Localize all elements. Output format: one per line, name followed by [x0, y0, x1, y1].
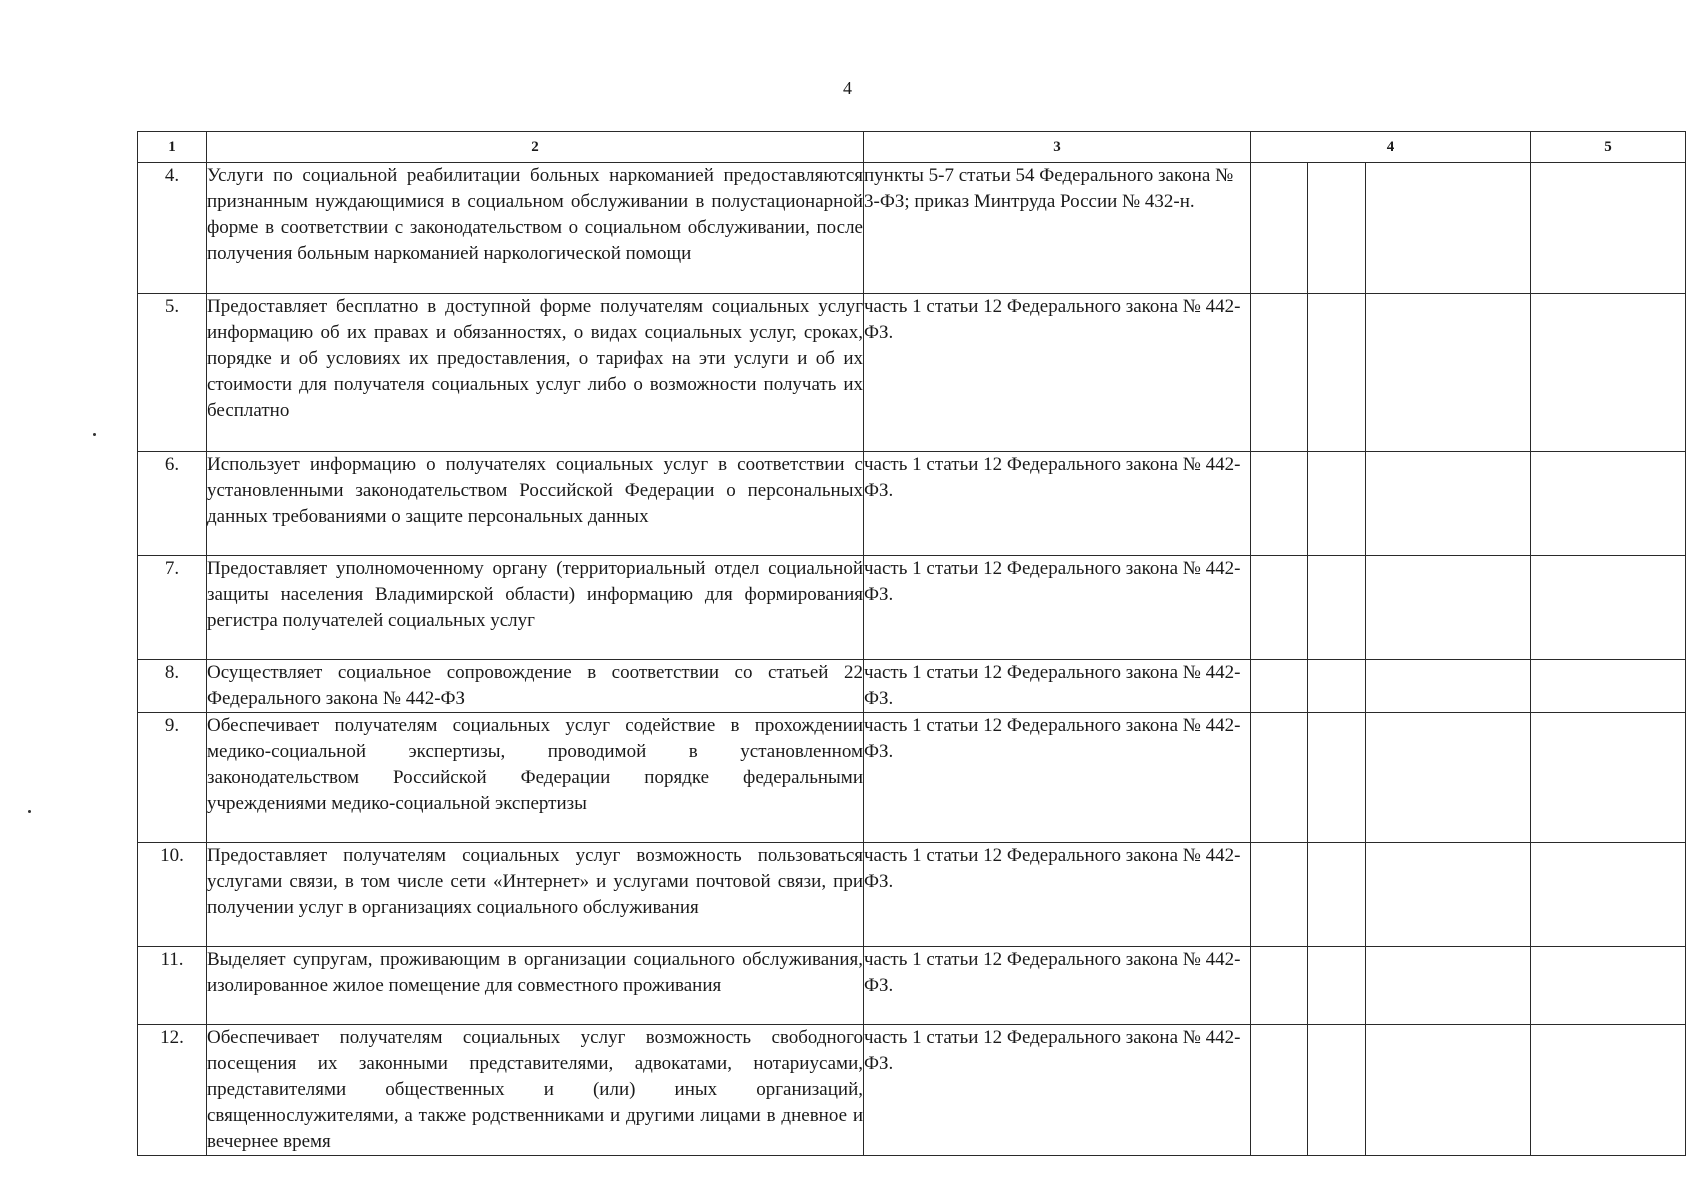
empty-cell-5: [1531, 947, 1686, 1025]
table-row: [138, 713, 1686, 843]
legal-basis: часть 1 статьи 12 Федерального закона № 442-ФЗ.: [864, 947, 1251, 1025]
empty-cell-4b: [1308, 163, 1366, 294]
requirement-text: Осуществляет социальное сопровождение в соответствии со статьей 22 Федерального закона № 442-ФЗ: [207, 660, 864, 713]
empty-cell-5: [1531, 1025, 1686, 1156]
table-row: [138, 294, 1686, 452]
table-header-row: [138, 132, 1686, 163]
empty-cell-5: [1531, 843, 1686, 947]
row-number: 11.: [138, 947, 207, 1025]
empty-cell-4b: [1308, 452, 1366, 556]
row-number: 4.: [138, 163, 207, 294]
legal-basis: часть 1 статьи 12 Федерального закона № 442-ФЗ.: [864, 452, 1251, 556]
empty-cell-4b: [1308, 294, 1366, 452]
empty-cell-4a: [1251, 294, 1308, 452]
row-number: 8.: [138, 660, 207, 713]
column-header-1: 1: [138, 132, 207, 163]
empty-cell-4a: [1251, 556, 1308, 660]
empty-cell-4b: [1308, 947, 1366, 1025]
requirement-text: Обеспечивает получателям социальных услуг содействие в прохождении медико-социальной экспертизы, проводимой в установленном законодательством Российской Федерации порядке федеральными учреждениями медико-социальной экспертизы: [207, 713, 864, 843]
empty-cell-4c: [1366, 843, 1531, 947]
empty-cell-4b: [1308, 660, 1366, 713]
empty-cell-5: [1531, 713, 1686, 843]
empty-cell-4b: [1308, 1025, 1366, 1156]
empty-cell-4b: [1308, 713, 1366, 843]
requirement-text: Предоставляет получателям социальных услуг возможность пользоваться услугами связи, в том числе сети «Интернет» и услугами почтовой связи, при получении услуг в организациях социального обслуживания: [207, 843, 864, 947]
table-row: [138, 556, 1686, 660]
empty-cell-4b: [1308, 843, 1366, 947]
empty-cell-4c: [1366, 452, 1531, 556]
row-number: 12.: [138, 1025, 207, 1156]
legal-basis: часть 1 статьи 12 Федерального закона № 442-ФЗ.: [864, 843, 1251, 947]
legal-basis: часть 1 статьи 12 Федерального закона № 442-ФЗ.: [864, 294, 1251, 452]
empty-cell-4a: [1251, 452, 1308, 556]
legal-basis: часть 1 статьи 12 Федерального закона № 442-ФЗ.: [864, 713, 1251, 843]
column-header-2: 2: [207, 132, 864, 163]
requirements-table: [137, 131, 1686, 1156]
table-row: [138, 660, 1686, 713]
requirement-text: Использует информацию о получателях социальных услуг в соответствии с установленными законодательством Российской Федерации о персональных данных требованиями о защите персональных данных: [207, 452, 864, 556]
page-number: 4: [843, 78, 852, 98]
column-header-4: 4: [1251, 132, 1531, 163]
empty-cell-4a: [1251, 1025, 1308, 1156]
requirement-text: Предоставляет бесплатно в доступной форме получателям социальных услуг информацию об их правах и обязанностях, о видах социальных услуг, сроках, порядке и об условиях их предоставления, о тарифах на эти услуги и об их стоимости для получателя социальных услуг либо о возможности получать их бесплатно: [207, 294, 864, 452]
empty-cell-4a: [1251, 947, 1308, 1025]
empty-cell-4c: [1366, 294, 1531, 452]
empty-cell-5: [1531, 660, 1686, 713]
empty-cell-5: [1531, 556, 1686, 660]
empty-cell-4c: [1366, 1025, 1531, 1156]
row-number: 10.: [138, 843, 207, 947]
legal-basis: часть 1 статьи 12 Федерального закона № 442-ФЗ.: [864, 556, 1251, 660]
table-row: [138, 843, 1686, 947]
empty-cell-4a: [1251, 713, 1308, 843]
table-row: [138, 1025, 1686, 1156]
column-header-5: 5: [1531, 132, 1686, 163]
empty-cell-4c: [1366, 660, 1531, 713]
row-number: 5.: [138, 294, 207, 452]
row-number: 7.: [138, 556, 207, 660]
empty-cell-5: [1531, 452, 1686, 556]
empty-cell-4c: [1366, 947, 1531, 1025]
empty-cell-5: [1531, 294, 1686, 452]
requirement-text: Услуги по социальной реабилитации больных наркоманией предоставляются признанным нуждающимися в социальном обслуживании в полустационарной форме в соответствии с законодательством о социальном обслуживании, после получения больным наркоманией наркологической помощи: [207, 163, 864, 294]
table-row: [138, 452, 1686, 556]
empty-cell-4c: [1366, 556, 1531, 660]
empty-cell-4c: [1366, 713, 1531, 843]
table-row: [138, 947, 1686, 1025]
requirement-text: Предоставляет уполномоченному органу (территориальный отдел социальной защиты населения Владимирской области) информацию для формирования регистра получателей социальных услуг: [207, 556, 864, 660]
empty-cell-4a: [1251, 163, 1308, 294]
legal-basis: пункты 5-7 статьи 54 Федерального закона № 3-ФЗ; приказ Минтруда России № 432-н.: [864, 163, 1251, 294]
legal-basis: часть 1 статьи 12 Федерального закона № 442-ФЗ.: [864, 660, 1251, 713]
scan-dot: [28, 810, 31, 813]
requirement-text: Обеспечивает получателям социальных услуг возможность свободного посещения их законными представителями, адвокатами, нотариусами, представителями общественных и (или) иных организаций, священнослужителями, а также родственниками и другими лицами в дневное и вечернее время: [207, 1025, 864, 1156]
legal-basis: часть 1 статьи 12 Федерального закона № 442-ФЗ.: [864, 1025, 1251, 1156]
empty-cell-4a: [1251, 843, 1308, 947]
empty-cell-5: [1531, 163, 1686, 294]
requirement-text: Выделяет супругам, проживающим в организации социального обслуживания, изолированное жилое помещение для совместного проживания: [207, 947, 864, 1025]
empty-cell-4a: [1251, 660, 1308, 713]
column-header-3: 3: [864, 132, 1251, 163]
table-row: [138, 163, 1686, 294]
empty-cell-4b: [1308, 556, 1366, 660]
row-number: 6.: [138, 452, 207, 556]
row-number: 9.: [138, 713, 207, 843]
scan-dot: [93, 433, 96, 436]
empty-cell-4c: [1366, 163, 1531, 294]
